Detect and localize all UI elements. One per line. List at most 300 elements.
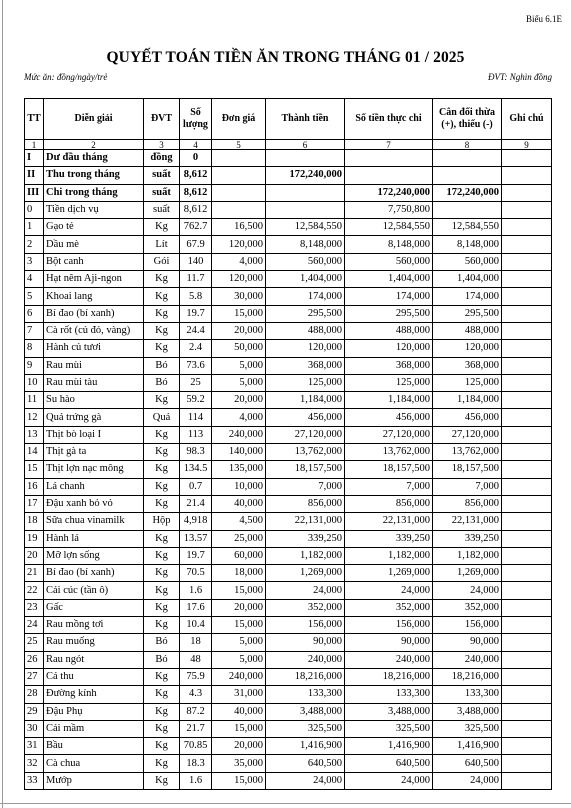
header-cell: Số tiền thực chi xyxy=(345,99,433,140)
description-cell: Lá chanh xyxy=(44,478,144,495)
unit-price-cell: 30,000 xyxy=(212,288,266,305)
description-cell: Cá thu xyxy=(44,668,144,685)
tt-cell: 6 xyxy=(25,305,44,322)
unit-cell: suất xyxy=(144,201,180,218)
actual-spend-cell: 1,184,000 xyxy=(345,392,433,409)
tt-cell: 10 xyxy=(25,374,44,391)
description-cell: Su hào xyxy=(44,392,144,409)
description-cell: Dư đầu tháng xyxy=(44,150,144,167)
actual-spend-cell: 7,000 xyxy=(345,478,433,495)
page-edge-left xyxy=(2,0,3,808)
description-cell: Dầu mè xyxy=(44,236,144,253)
description-cell: Hành lá xyxy=(44,530,144,547)
actual-spend-cell: 8,148,000 xyxy=(345,236,433,253)
description-cell: Cà chua xyxy=(44,755,144,772)
balance-cell xyxy=(433,167,502,184)
quantity-cell: 18.3 xyxy=(180,755,212,772)
actual-spend-cell: 24,000 xyxy=(345,582,433,599)
quantity-cell: 13.57 xyxy=(180,530,212,547)
description-cell: Bí đao (bí xanh) xyxy=(44,305,144,322)
actual-spend-cell: 240,000 xyxy=(345,651,433,668)
actual-spend-cell: 125,000 xyxy=(345,374,433,391)
amount-cell: 18,157,500 xyxy=(266,461,345,478)
balance-cell: 352,000 xyxy=(433,599,502,616)
quantity-cell: 8,612 xyxy=(180,201,212,218)
note-cell xyxy=(502,392,552,409)
amount-cell: 24,000 xyxy=(266,772,345,789)
unit-price-cell: 35,000 xyxy=(212,755,266,772)
quantity-cell: 25 xyxy=(180,374,212,391)
description-cell: Thu trong tháng xyxy=(44,167,144,184)
tt-cell: 7 xyxy=(25,322,44,339)
tt-cell: 17 xyxy=(25,495,44,512)
balance-cell: 156,000 xyxy=(433,617,502,634)
tt-cell: 11 xyxy=(25,392,44,409)
table-row xyxy=(25,738,552,755)
description-cell: Quả trứng gà xyxy=(44,409,144,426)
amount-cell: 325,500 xyxy=(266,720,345,737)
description-cell: Bầu xyxy=(44,738,144,755)
amount-cell xyxy=(266,150,345,167)
unit-cell: suất xyxy=(144,184,180,201)
note-cell xyxy=(502,547,552,564)
balance-cell: 1,182,000 xyxy=(433,547,502,564)
unit-price-cell: 240,000 xyxy=(212,668,266,685)
amount-cell: 368,000 xyxy=(266,357,345,374)
balance-cell: 3,488,000 xyxy=(433,703,502,720)
table-row xyxy=(25,271,552,288)
table-row xyxy=(25,530,552,547)
note-cell xyxy=(502,686,552,703)
description-cell: Khoai lang xyxy=(44,288,144,305)
table-row xyxy=(25,288,552,305)
unit-cell: Bó xyxy=(144,374,180,391)
table-row xyxy=(25,357,552,374)
page-break-line xyxy=(0,803,571,804)
table-row xyxy=(25,686,552,703)
unit-price-cell xyxy=(212,167,266,184)
quantity-cell: 762.7 xyxy=(180,219,212,236)
note-cell xyxy=(502,219,552,236)
description-cell: Sữa chua vinamilk xyxy=(44,513,144,530)
quantity-cell: 1.6 xyxy=(180,772,212,789)
quantity-cell: 21.7 xyxy=(180,720,212,737)
unit-price-cell: 5,000 xyxy=(212,651,266,668)
tt-cell: 32 xyxy=(25,755,44,772)
header-cell: TT xyxy=(25,99,44,140)
column-number: 1 xyxy=(25,140,44,150)
table-row xyxy=(25,478,552,495)
note-cell xyxy=(502,478,552,495)
column-number: 6 xyxy=(266,140,345,150)
balance-cell: 295,500 xyxy=(433,305,502,322)
quantity-cell: 140 xyxy=(180,253,212,270)
balance-cell: 13,762,000 xyxy=(433,444,502,461)
actual-spend-cell: 12,584,550 xyxy=(345,219,433,236)
note-cell xyxy=(502,617,552,634)
unit-cell: Kg xyxy=(144,288,180,305)
balance-cell: 1,184,000 xyxy=(433,392,502,409)
quantity-cell: 2.4 xyxy=(180,340,212,357)
amount-cell: 24,000 xyxy=(266,582,345,599)
tt-cell: 4 xyxy=(25,271,44,288)
unit-cell: Kg xyxy=(144,582,180,599)
unit-cell: Kg xyxy=(144,772,180,789)
actual-spend-cell: 1,269,000 xyxy=(345,565,433,582)
quantity-cell: 0.7 xyxy=(180,478,212,495)
description-cell: Gấc xyxy=(44,599,144,616)
unit-cell: Kg xyxy=(144,444,180,461)
table-row xyxy=(25,426,552,443)
quantity-cell: 113 xyxy=(180,426,212,443)
amount-cell: 456,000 xyxy=(266,409,345,426)
unit-price-cell: 15,000 xyxy=(212,720,266,737)
quantity-cell: 8,612 xyxy=(180,167,212,184)
amount-cell: 27,120,000 xyxy=(266,426,345,443)
settlement-table xyxy=(24,98,552,790)
actual-spend-cell: 560,000 xyxy=(345,253,433,270)
table-row xyxy=(25,772,552,789)
column-number: 8 xyxy=(433,140,502,150)
balance-cell: 8,148,000 xyxy=(433,236,502,253)
tt-cell: 27 xyxy=(25,668,44,685)
tt-cell: 33 xyxy=(25,772,44,789)
amount-cell: 172,240,000 xyxy=(266,167,345,184)
amount-cell: 174,000 xyxy=(266,288,345,305)
table-row xyxy=(25,167,552,184)
balance-cell: 560,000 xyxy=(433,253,502,270)
description-cell: Rau muống xyxy=(44,634,144,651)
balance-cell: 172,240,000 xyxy=(433,184,502,201)
table-row xyxy=(25,236,552,253)
quantity-cell: 24.4 xyxy=(180,322,212,339)
balance-cell: 27,120,000 xyxy=(433,426,502,443)
description-cell: Thịt lợn nạc mông xyxy=(44,461,144,478)
table-row xyxy=(25,668,552,685)
tt-cell: II xyxy=(25,167,44,184)
description-cell: Hạt nêm Aji-ngon xyxy=(44,271,144,288)
tt-cell: 21 xyxy=(25,565,44,582)
unit-price-cell: 15,000 xyxy=(212,617,266,634)
table-row xyxy=(25,513,552,530)
unit-price-cell: 10,000 xyxy=(212,478,266,495)
unit-cell: Kg xyxy=(144,305,180,322)
balance-cell: 1,416,900 xyxy=(433,738,502,755)
description-cell: Đậu xanh bỏ vỏ xyxy=(44,495,144,512)
table-row xyxy=(25,444,552,461)
amount-cell xyxy=(266,201,345,218)
balance-cell: 7,000 xyxy=(433,478,502,495)
amount-cell: 22,131,000 xyxy=(266,513,345,530)
header-row xyxy=(25,99,552,140)
table-row xyxy=(25,582,552,599)
unit-cell: Kg xyxy=(144,565,180,582)
actual-spend-cell: 18,216,000 xyxy=(345,668,433,685)
unit-cell: Kg xyxy=(144,720,180,737)
actual-spend-cell: 640,500 xyxy=(345,755,433,772)
table-row xyxy=(25,599,552,616)
balance-cell xyxy=(433,201,502,218)
description-cell: Bột canh xyxy=(44,253,144,270)
balance-cell: 24,000 xyxy=(433,772,502,789)
unit-price-cell: 50,000 xyxy=(212,340,266,357)
table-row xyxy=(25,340,552,357)
unit-cell: Kg xyxy=(144,426,180,443)
description-cell: Cải cúc (tần ô) xyxy=(44,582,144,599)
amount-cell xyxy=(266,184,345,201)
note-cell xyxy=(502,322,552,339)
description-cell: Đường kính xyxy=(44,686,144,703)
table-row xyxy=(25,617,552,634)
quantity-cell: 114 xyxy=(180,409,212,426)
note-cell xyxy=(502,755,552,772)
actual-spend-cell: 133,300 xyxy=(345,686,433,703)
unit-cell: Kg xyxy=(144,755,180,772)
unit-price-cell: 5,000 xyxy=(212,374,266,391)
unit-cell: Kg xyxy=(144,495,180,512)
table-row xyxy=(25,219,552,236)
note-cell xyxy=(502,513,552,530)
unit-price-cell: 18,000 xyxy=(212,565,266,582)
quantity-cell: 87.2 xyxy=(180,703,212,720)
amount-cell: 1,416,900 xyxy=(266,738,345,755)
note-cell xyxy=(502,236,552,253)
balance-cell: 22,131,000 xyxy=(433,513,502,530)
tt-cell: 24 xyxy=(25,617,44,634)
tt-cell: 28 xyxy=(25,686,44,703)
unit-cell: đồng xyxy=(144,150,180,167)
tt-cell: 12 xyxy=(25,409,44,426)
quantity-cell: 67.9 xyxy=(180,236,212,253)
quantity-cell: 98.3 xyxy=(180,444,212,461)
unit-cell: Bó xyxy=(144,357,180,374)
table-row xyxy=(25,184,552,201)
unit-price-cell: 20,000 xyxy=(212,738,266,755)
amount-cell: 7,000 xyxy=(266,478,345,495)
header-cell: Ghi chú xyxy=(502,99,552,140)
table-row xyxy=(25,755,552,772)
actual-spend-cell xyxy=(345,167,433,184)
balance-cell: 240,000 xyxy=(433,651,502,668)
unit-cell: Kg xyxy=(144,617,180,634)
actual-spend-cell: 856,000 xyxy=(345,495,433,512)
actual-spend-cell: 456,000 xyxy=(345,409,433,426)
description-cell: Cà rốt (củ đỏ, vàng) xyxy=(44,322,144,339)
tt-cell: I xyxy=(25,150,44,167)
amount-cell: 8,148,000 xyxy=(266,236,345,253)
tt-cell: 20 xyxy=(25,547,44,564)
unit-cell: Kg xyxy=(144,738,180,755)
description-cell: Cải mầm xyxy=(44,720,144,737)
header-cell: Đơn giá xyxy=(212,99,266,140)
tt-cell: 16 xyxy=(25,478,44,495)
unit-price-cell: 15,000 xyxy=(212,772,266,789)
column-number: 5 xyxy=(212,140,266,150)
unit-price-cell: 15,000 xyxy=(212,582,266,599)
rate-note: Mức ăn: đồng/ngày/trẻ xyxy=(24,72,108,82)
quantity-cell: 10.4 xyxy=(180,617,212,634)
quantity-cell: 4,918 xyxy=(180,513,212,530)
unit-price-cell: 5,000 xyxy=(212,634,266,651)
unit-cell: Kg xyxy=(144,392,180,409)
table-row xyxy=(25,374,552,391)
amount-cell: 1,269,000 xyxy=(266,565,345,582)
table-row xyxy=(25,703,552,720)
unit-note: ĐVT: Nghìn đồng xyxy=(487,72,552,82)
balance-cell: 174,000 xyxy=(433,288,502,305)
balance-cell: 1,404,000 xyxy=(433,271,502,288)
note-cell xyxy=(502,444,552,461)
note-cell xyxy=(502,357,552,374)
amount-cell: 1,404,000 xyxy=(266,271,345,288)
unit-cell: Kg xyxy=(144,599,180,616)
table-row xyxy=(25,720,552,737)
amount-cell: 240,000 xyxy=(266,651,345,668)
column-number: 9 xyxy=(502,140,552,150)
tt-cell: 13 xyxy=(25,426,44,443)
unit-cell: Kg xyxy=(144,219,180,236)
unit-cell: Bó xyxy=(144,634,180,651)
unit-cell: Bó xyxy=(144,651,180,668)
header-cell: Thành tiền xyxy=(266,99,345,140)
description-cell: Mỡ lợn sống xyxy=(44,547,144,564)
tt-cell: 25 xyxy=(25,634,44,651)
actual-spend-cell: 27,120,000 xyxy=(345,426,433,443)
tt-cell: 22 xyxy=(25,582,44,599)
description-cell: Chi trong tháng xyxy=(44,184,144,201)
description-cell: Rau mồng tơi xyxy=(44,617,144,634)
amount-cell: 3,488,000 xyxy=(266,703,345,720)
quantity-cell: 134.5 xyxy=(180,461,212,478)
balance-cell: 24,000 xyxy=(433,582,502,599)
tt-cell: 31 xyxy=(25,738,44,755)
amount-cell: 856,000 xyxy=(266,495,345,512)
note-cell xyxy=(502,738,552,755)
quantity-cell: 19.7 xyxy=(180,547,212,564)
unit-cell: Kg xyxy=(144,547,180,564)
column-number: 2 xyxy=(44,140,144,150)
unit-price-cell: 60,000 xyxy=(212,547,266,564)
table-row xyxy=(25,409,552,426)
description-cell: Rau mùi xyxy=(44,357,144,374)
balance-cell: 125,000 xyxy=(433,374,502,391)
actual-spend-cell: 13,762,000 xyxy=(345,444,433,461)
tt-cell: 26 xyxy=(25,651,44,668)
actual-spend-cell: 3,488,000 xyxy=(345,703,433,720)
unit-price-cell: 20,000 xyxy=(212,599,266,616)
tt-cell: III xyxy=(25,184,44,201)
tt-cell: 18 xyxy=(25,513,44,530)
table-row xyxy=(25,201,552,218)
document-title: QUYẾT TOÁN TIỀN ĂN TRONG THÁNG 01 / 2025 xyxy=(106,49,465,66)
amount-cell: 560,000 xyxy=(266,253,345,270)
unit-cell: Lít xyxy=(144,236,180,253)
amount-cell: 13,762,000 xyxy=(266,444,345,461)
actual-spend-cell: 1,404,000 xyxy=(345,271,433,288)
unit-price-cell: 5,000 xyxy=(212,357,266,374)
table-row xyxy=(25,392,552,409)
tt-cell: 30 xyxy=(25,720,44,737)
description-cell: Gạo tẻ xyxy=(44,219,144,236)
note-cell xyxy=(502,495,552,512)
table-row xyxy=(25,565,552,582)
amount-cell: 295,500 xyxy=(266,305,345,322)
column-number-row xyxy=(25,140,552,150)
balance-cell: 488,000 xyxy=(433,322,502,339)
unit-price-cell: 31,000 xyxy=(212,686,266,703)
note-cell xyxy=(502,565,552,582)
header-cell: ĐVT xyxy=(144,99,180,140)
unit-price-cell: 16,500 xyxy=(212,219,266,236)
unit-cell: Kg xyxy=(144,703,180,720)
description-cell: Thịt gà ta xyxy=(44,444,144,461)
quantity-cell: 19.7 xyxy=(180,305,212,322)
column-number: 4 xyxy=(180,140,212,150)
form-code: Biểu 6.1E xyxy=(526,14,562,24)
tt-cell: 1 xyxy=(25,219,44,236)
balance-cell: 1,269,000 xyxy=(433,565,502,582)
tt-cell: 5 xyxy=(25,288,44,305)
unit-price-cell: 20,000 xyxy=(212,322,266,339)
unit-price-cell: 4,500 xyxy=(212,513,266,530)
unit-cell: Gói xyxy=(144,253,180,270)
note-cell xyxy=(502,253,552,270)
unit-price-cell: 15,000 xyxy=(212,305,266,322)
quantity-cell: 1.6 xyxy=(180,582,212,599)
tt-cell: 9 xyxy=(25,357,44,374)
note-cell xyxy=(502,340,552,357)
unit-cell: Kg xyxy=(144,322,180,339)
table-row xyxy=(25,150,552,167)
balance-cell: 339,250 xyxy=(433,530,502,547)
quantity-cell: 59.2 xyxy=(180,392,212,409)
description-cell: Tiền dịch vụ xyxy=(44,201,144,218)
note-cell xyxy=(502,668,552,685)
note-cell xyxy=(502,271,552,288)
unit-cell: Kg xyxy=(144,686,180,703)
balance-cell: 133,300 xyxy=(433,686,502,703)
quantity-cell: 48 xyxy=(180,651,212,668)
unit-cell: suất xyxy=(144,167,180,184)
amount-cell: 133,300 xyxy=(266,686,345,703)
balance-cell: 18,157,500 xyxy=(433,461,502,478)
balance-cell: 18,216,000 xyxy=(433,668,502,685)
note-cell xyxy=(502,634,552,651)
quantity-cell: 70.85 xyxy=(180,738,212,755)
balance-cell: 368,000 xyxy=(433,357,502,374)
actual-spend-cell: 325,500 xyxy=(345,720,433,737)
table-row xyxy=(25,322,552,339)
note-cell xyxy=(502,288,552,305)
actual-spend-cell: 174,000 xyxy=(345,288,433,305)
quantity-cell: 4.3 xyxy=(180,686,212,703)
amount-cell: 18,216,000 xyxy=(266,668,345,685)
note-cell xyxy=(502,599,552,616)
table-row xyxy=(25,547,552,564)
balance-cell: 90,000 xyxy=(433,634,502,651)
table-row xyxy=(25,634,552,651)
actual-spend-cell: 1,182,000 xyxy=(345,547,433,564)
quantity-cell: 0 xyxy=(180,150,212,167)
actual-spend-cell: 156,000 xyxy=(345,617,433,634)
column-number: 3 xyxy=(144,140,180,150)
description-cell: Bí đao (bí xanh) xyxy=(44,565,144,582)
table-row xyxy=(25,253,552,270)
description-cell: Đậu Phụ xyxy=(44,703,144,720)
header-cell: Diễn giải xyxy=(44,99,144,140)
unit-price-cell: 140,000 xyxy=(212,444,266,461)
note-cell xyxy=(502,184,552,201)
